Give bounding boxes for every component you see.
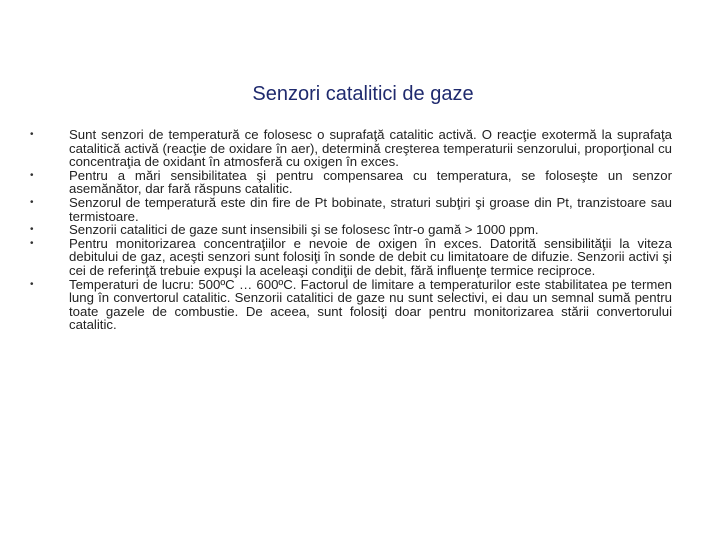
- bullet-dot-icon: •: [30, 237, 34, 249]
- bullet-dot-icon: •: [30, 278, 34, 290]
- bullet-text: Sunt senzori de temperatură ce folosesc o suprafaţă catalitic activă. O reacţie exotermă la suprafaţa catalitică activă (reacţie de oxidare în aer), determină creşterea temperaturii senzorului, proporţional cu concentraţia de oxidant în atmosferă cu oxigen în exces.: [69, 127, 672, 170]
- bullet-item: [30, 128, 672, 169]
- bullet-item: [30, 196, 672, 223]
- bullet-text: Temperaturi de lucru: 500ºC … 600ºC. Factorul de limitare a temperaturilor este stabilitatea pe termen lung în convertorul catalitic. Senzorii catalitici de gaze nu sunt selectivi, ei dau un semnal sumă pentru toate gazele de combustie. De aceea, sunt folosiţi doar pentru monitorizarea stării convertorului catalitic.: [69, 276, 672, 333]
- bullet-item: [30, 169, 672, 196]
- bullet-dot-icon: •: [30, 196, 34, 208]
- bullet-text: Pentru monitorizarea concentraţiilor e nevoie de oxigen în exces. Datorită sensibilităţii la viteza debitului de gaz, aceşti senzori sunt folosiţi în sonde de debit cu limitatoare de difuzie. Senzorii activi şi cei de referinţă trebuie expuşi la aceleaşi condiţii de debit, fără influenţe termice reciproce.: [69, 235, 672, 278]
- bullet-item: [30, 237, 672, 278]
- bullet-dot-icon: •: [30, 224, 34, 236]
- bullet-dot-icon: •: [30, 169, 34, 181]
- slide-title: Senzori catalitici de gaze: [252, 83, 474, 105]
- bullet-text: Pentru a mări sensibilitatea şi pentru compensarea cu temperatura, se foloseşte un senzor asemănător, dar fară răspuns catalitic.: [69, 167, 672, 197]
- bullet-list: [30, 128, 672, 332]
- bullet-item: [30, 223, 672, 237]
- bullet-item: [30, 278, 672, 332]
- bullet-text: Senzorul de temperatură este din fire de Pt bobinate, straturi subţiri şi groase din Pt, tranzistoare sau termistoare.: [69, 194, 672, 224]
- bullet-dot-icon: •: [30, 129, 34, 140]
- bullet-text: Senzorii catalitici de gaze sunt insensibili şi se folosesc într-o gamă > 1000 ppm.: [69, 222, 539, 238]
